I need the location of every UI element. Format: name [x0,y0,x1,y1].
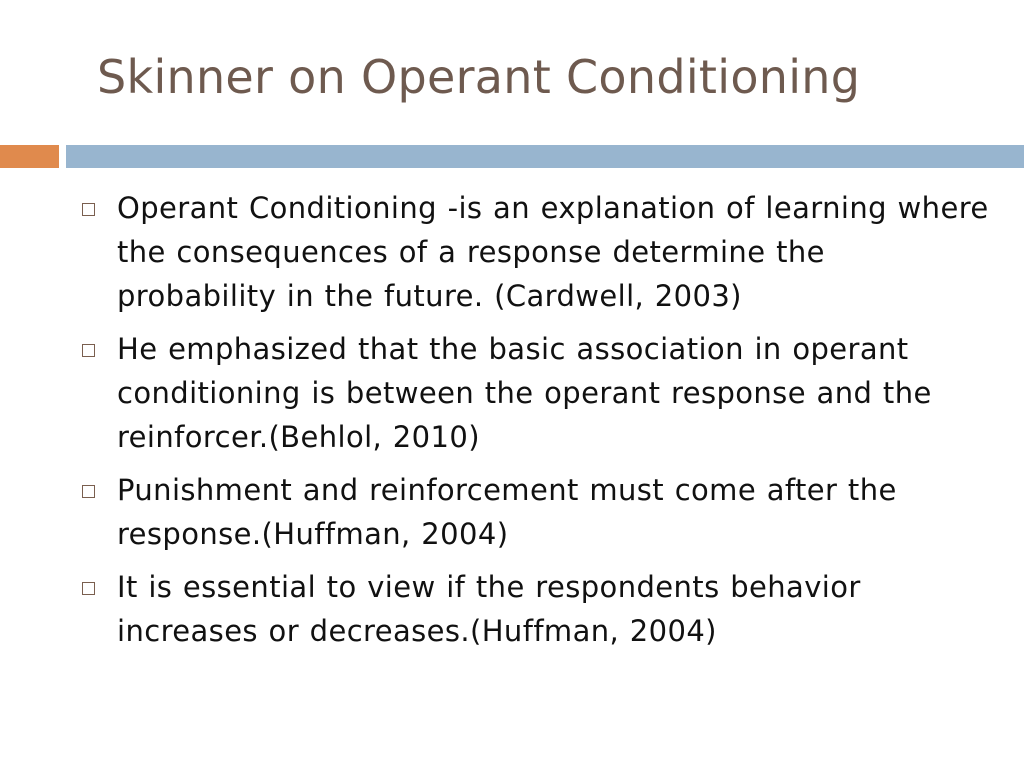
bullet-item [80,468,990,556]
accent-bar-blue [66,145,1024,168]
accent-bar-orange [0,145,59,168]
bullet-list [80,186,990,662]
slide-title: Skinner on Operant Conditioning [97,50,861,104]
bullet-item [80,327,990,459]
hollow-square-icon [82,582,95,595]
hollow-square-icon [82,344,95,357]
bullet-text: It is essential to view if the respondents behavior increases or decreases.(Huffman, 2004) [117,570,861,648]
bullet-item [80,186,990,318]
bullet-text: He emphasized that the basic association in operant conditioning is between the operant response and the reinforcer.(Behlol, 2010) [117,332,932,454]
bullet-item [80,565,990,653]
bullet-text: Punishment and reinforcement must come after the response.(Huffman, 2004) [117,473,897,551]
hollow-square-icon [82,203,95,216]
hollow-square-icon [82,485,95,498]
bullet-text: Operant Conditioning -is an explanation of learning where the consequences of a response determine the probability in the future. (Cardwell, 2003) [117,191,989,313]
